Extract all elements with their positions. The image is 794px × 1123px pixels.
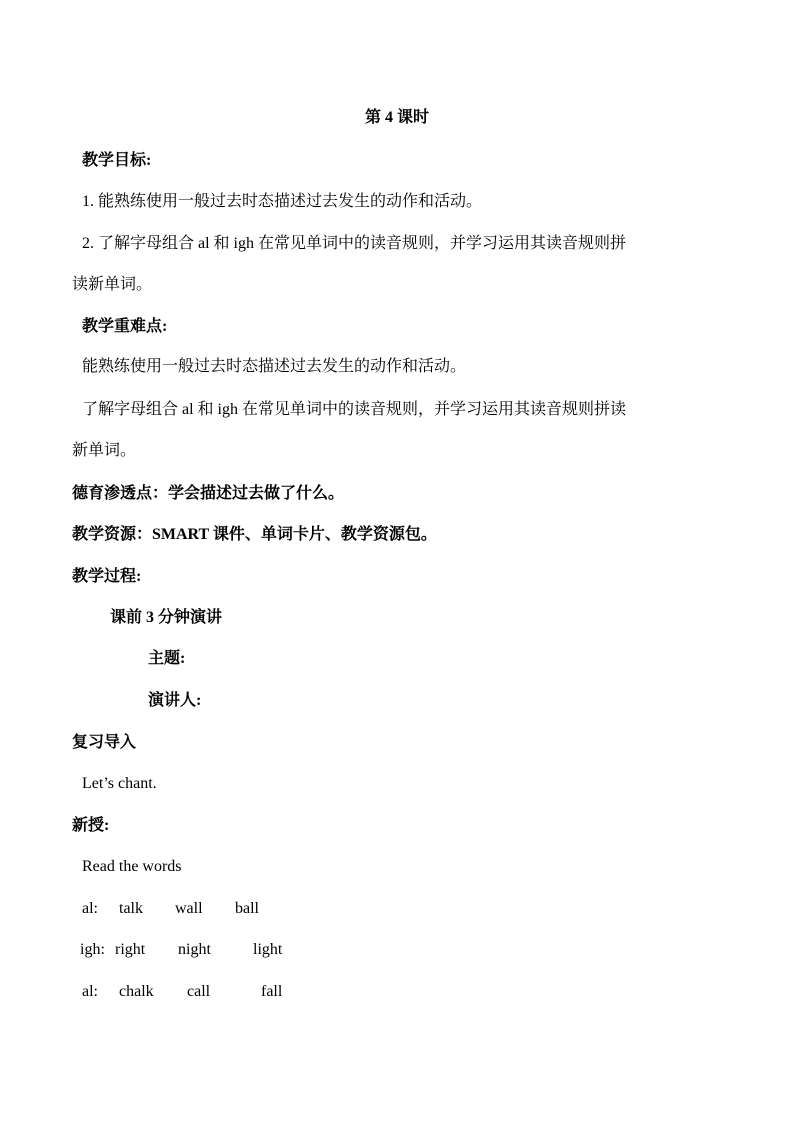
word-wall: wall [175, 900, 203, 917]
objective-2-line2: 读新单词。 [72, 276, 153, 293]
new-lesson-heading: 新授: [72, 817, 110, 834]
word-light: light [253, 941, 283, 958]
speech-topic-label: 主题: [148, 650, 186, 667]
objective-2-line1: 2. 了解字母组合 al 和 igh 在常见单词中的读音规则，并学习运用其读音规则拼 [82, 235, 626, 252]
objective-1: 1. 能熟练使用一般过去时态描述过去发生的动作和活动。 [82, 193, 483, 210]
word-fall: fall [261, 983, 283, 1000]
word-row-2-prefix: igh: [80, 941, 105, 958]
word-night: night [178, 941, 211, 958]
chant-line: Let’s chant. [82, 775, 157, 792]
teaching-resources: 教学资源：SMART 课件、单词卡片、教学资源包。 [72, 526, 437, 543]
review-heading: 复习导入 [72, 734, 137, 751]
keypoints-heading: 教学重难点: [82, 318, 168, 335]
word-chalk: chalk [119, 983, 154, 1000]
speech-heading: 课前 3 分钟演讲 [110, 609, 223, 626]
word-call: call [187, 983, 211, 1000]
keypoint-2-line2: 新单词。 [72, 442, 137, 459]
keypoint-1: 能熟练使用一般过去时态描述过去发生的动作和活动。 [82, 358, 467, 375]
keypoint-2-line1: 了解字母组合 al 和 igh 在常见单词中的读音规则，并学习运用其读音规则拼读 [82, 401, 626, 418]
objectives-heading: 教学目标: [82, 152, 152, 169]
word-ball: ball [235, 900, 259, 917]
page-title: 第 4 课时 [364, 109, 429, 126]
moral-education: 德育渗透点：学会描述过去做了什么。 [72, 485, 345, 502]
word-right: right [115, 941, 146, 958]
process-heading: 教学过程: [72, 568, 142, 585]
word-row-1-prefix: al: [82, 900, 98, 917]
word-row-3-prefix: al: [82, 983, 98, 1000]
speech-speaker-label: 演讲人: [148, 692, 202, 709]
read-words-line: Read the words [82, 858, 182, 875]
word-talk: talk [119, 900, 143, 917]
